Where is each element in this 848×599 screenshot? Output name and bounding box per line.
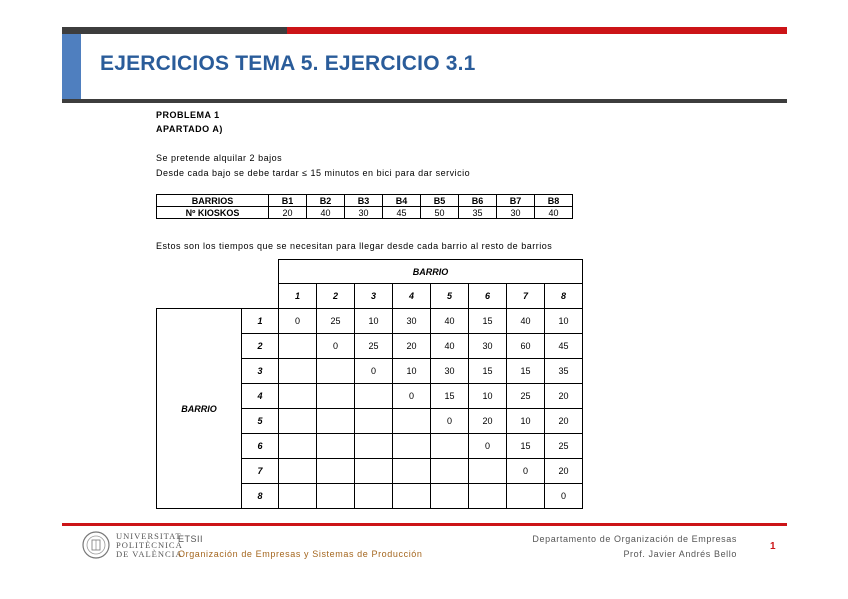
kiosk-header-cell: B1 xyxy=(269,195,307,207)
distance-cell xyxy=(355,459,393,484)
distance-cell xyxy=(431,459,469,484)
distance-cell xyxy=(279,334,317,359)
distance-cell: 25 xyxy=(545,434,583,459)
distance-row xyxy=(157,309,583,334)
column-number: 6 xyxy=(469,284,507,309)
empty-corner xyxy=(242,260,279,284)
distance-cell: 40 xyxy=(431,334,469,359)
distance-cell: 25 xyxy=(355,334,393,359)
distance-cell: 40 xyxy=(431,309,469,334)
distance-cell xyxy=(317,484,355,509)
distance-cell: 0 xyxy=(279,309,317,334)
distance-cell xyxy=(317,459,355,484)
row-number: 2 xyxy=(242,334,279,359)
empty-corner xyxy=(157,260,242,284)
distance-cell: 30 xyxy=(469,334,507,359)
distance-cell: 20 xyxy=(393,334,431,359)
footer-school: ETSII xyxy=(178,534,204,544)
row-number: 1 xyxy=(242,309,279,334)
distance-cell: 45 xyxy=(545,334,583,359)
footer-org: Organización de Empresas y Sistemas de Producción xyxy=(178,549,423,559)
distance-cell: 0 xyxy=(507,459,545,484)
column-number: 3 xyxy=(355,284,393,309)
column-header-barrio: BARRIO xyxy=(279,260,583,284)
distance-cell: 15 xyxy=(469,309,507,334)
distance-cell xyxy=(279,359,317,384)
kiosk-header-cell: B6 xyxy=(459,195,497,207)
times-intro: Estos son los tiempos que se necesitan para llegar desde cada barrio al resto de barrios xyxy=(156,241,553,251)
row-number: 4 xyxy=(242,384,279,409)
kiosk-header-cell: B7 xyxy=(497,195,535,207)
footer-dept: Departamento de Organización de Empresas xyxy=(532,534,737,544)
distance-cell: 10 xyxy=(393,359,431,384)
kiosk-header-cell: B5 xyxy=(421,195,459,207)
row-number: 8 xyxy=(242,484,279,509)
distance-cell xyxy=(279,484,317,509)
kiosk-value-cell: 35 xyxy=(459,207,497,219)
problem-label: PROBLEMA 1 xyxy=(156,110,220,120)
row-number: 5 xyxy=(242,409,279,434)
distance-cell: 35 xyxy=(545,359,583,384)
distance-cell xyxy=(469,459,507,484)
distance-cell: 15 xyxy=(507,359,545,384)
row-number: 6 xyxy=(242,434,279,459)
row-number: 3 xyxy=(242,359,279,384)
distance-cell: 30 xyxy=(431,359,469,384)
distance-cell: 20 xyxy=(545,459,583,484)
distance-cell xyxy=(393,409,431,434)
distance-cell xyxy=(355,484,393,509)
university-name xyxy=(116,532,183,559)
distance-cell xyxy=(317,359,355,384)
distance-cell xyxy=(317,384,355,409)
distance-cell xyxy=(355,434,393,459)
distance-table xyxy=(156,259,583,509)
university-line: DE VALÈNCIA xyxy=(116,549,183,559)
distance-cell: 60 xyxy=(507,334,545,359)
title-underline xyxy=(62,99,787,103)
kiosk-value-cell: 40 xyxy=(535,207,573,219)
kiosk-value-cell: 40 xyxy=(307,207,345,219)
distance-title-row xyxy=(157,260,583,284)
kiosk-value-cell: 20 xyxy=(269,207,307,219)
empty-corner xyxy=(242,284,279,309)
distance-cell: 15 xyxy=(507,434,545,459)
distance-cell: 0 xyxy=(393,384,431,409)
kiosk-table xyxy=(156,194,573,219)
distance-cell: 20 xyxy=(545,384,583,409)
university-line: POLITÈCNICA xyxy=(116,540,183,550)
distance-cell: 10 xyxy=(355,309,393,334)
distance-cell xyxy=(393,484,431,509)
column-number: 4 xyxy=(393,284,431,309)
kiosk-values-row xyxy=(157,207,573,219)
page-title: EJERCICIOS TEMA 5. EJERCICIO 3.1 xyxy=(100,52,476,75)
distance-cell xyxy=(355,384,393,409)
distance-cell xyxy=(431,434,469,459)
distance-cell xyxy=(507,484,545,509)
kiosk-header-cell: B3 xyxy=(345,195,383,207)
kiosk-row-label-barrios: BARRIOS xyxy=(157,195,269,207)
kiosk-header-cell: B8 xyxy=(535,195,573,207)
distance-column-numbers-row xyxy=(157,284,583,309)
page-number: 1 xyxy=(770,541,776,552)
row-header-barrio: BARRIO xyxy=(157,309,242,509)
distance-cell: 0 xyxy=(355,359,393,384)
section-label: APARTADO A) xyxy=(156,124,223,134)
column-number: 2 xyxy=(317,284,355,309)
kiosk-header-cell: B4 xyxy=(383,195,421,207)
distance-cell: 20 xyxy=(545,409,583,434)
kiosk-header-row xyxy=(157,195,573,207)
distance-cell: 10 xyxy=(469,384,507,409)
distance-cell xyxy=(393,434,431,459)
distance-cell xyxy=(279,409,317,434)
distance-cell: 0 xyxy=(545,484,583,509)
distance-cell xyxy=(279,459,317,484)
distance-cell: 20 xyxy=(469,409,507,434)
kiosk-row-label-kioskos: Nº KIOSKOS xyxy=(157,207,269,219)
footer-rule xyxy=(62,523,787,526)
column-number: 5 xyxy=(431,284,469,309)
column-number: 7 xyxy=(507,284,545,309)
distance-cell: 40 xyxy=(507,309,545,334)
row-number: 7 xyxy=(242,459,279,484)
distance-cell: 0 xyxy=(431,409,469,434)
distance-cell xyxy=(355,409,393,434)
university-line: UNIVERSITAT xyxy=(116,531,182,541)
kiosk-value-cell: 30 xyxy=(345,207,383,219)
distance-cell: 30 xyxy=(393,309,431,334)
distance-cell: 25 xyxy=(507,384,545,409)
distance-cell: 25 xyxy=(317,309,355,334)
header-bar-gray xyxy=(62,27,287,34)
kiosk-header-cell: B2 xyxy=(307,195,345,207)
distance-cell xyxy=(317,409,355,434)
distance-cell xyxy=(279,384,317,409)
university-seal-icon xyxy=(82,531,110,559)
header-side-accent xyxy=(62,34,81,100)
distance-cell xyxy=(279,434,317,459)
distance-cell: 0 xyxy=(317,334,355,359)
distance-cell: 15 xyxy=(469,359,507,384)
kiosk-value-cell: 30 xyxy=(497,207,535,219)
kiosk-value-cell: 45 xyxy=(383,207,421,219)
distance-cell: 10 xyxy=(545,309,583,334)
header-bar-red xyxy=(287,27,787,34)
empty-corner xyxy=(157,284,242,309)
kiosk-value-cell: 50 xyxy=(421,207,459,219)
distance-cell: 0 xyxy=(469,434,507,459)
distance-cell xyxy=(317,434,355,459)
statement-line-1: Se pretende alquilar 2 bajos xyxy=(156,153,283,163)
footer-prof: Prof. Javier Andrés Bello xyxy=(623,549,737,559)
column-number: 8 xyxy=(545,284,583,309)
distance-cell xyxy=(469,484,507,509)
statement-line-2: Desde cada bajo se debe tardar ≤ 15 minutos en bici para dar servicio xyxy=(156,168,471,178)
column-number: 1 xyxy=(279,284,317,309)
distance-cell xyxy=(393,459,431,484)
distance-cell xyxy=(431,484,469,509)
distance-cell: 10 xyxy=(507,409,545,434)
distance-cell: 15 xyxy=(431,384,469,409)
